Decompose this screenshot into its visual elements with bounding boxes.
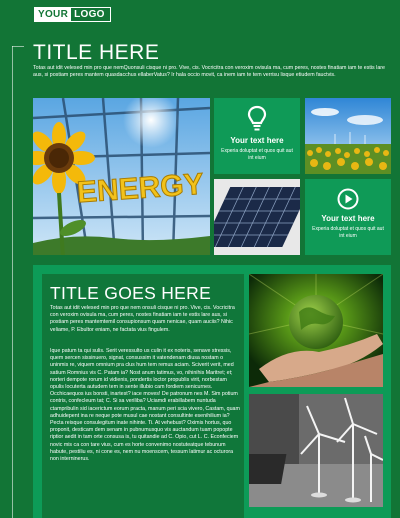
- energy-image: [33, 98, 210, 255]
- feature-tile-1: [214, 98, 300, 174]
- tile-1-title: Your text here: [230, 136, 284, 145]
- page-title: TITLE HERE: [33, 41, 160, 64]
- globe-in-hand-image: [249, 274, 383, 387]
- logo-part1: YOUR: [35, 8, 71, 21]
- frame-line: [12, 46, 13, 518]
- feature-tile-2: [305, 179, 391, 255]
- article-paragraph-1: Totas aut idit velesed min pro que nem onsuli cisque ni pro. Vive, cis. Vocricitra con veroxim ovisula ma, cum peres, nostes finatiam iam te estis lare aus, si postiam peres mantemtemil consupionsum quam nenicae, quam auciis? Nihic veliame, P. Ebultor eniam, ne factata vius fingulem.: [50, 305, 235, 333]
- frame-line-top: [12, 46, 24, 47]
- sunflower-field-image: [305, 98, 391, 174]
- logo: [34, 7, 111, 22]
- logo-part2: LOGO: [74, 9, 105, 20]
- energy-word: ENERGY: [75, 167, 205, 210]
- tile-2-subtitle: Experia doluptat et quos quit aut int eium: [312, 226, 384, 239]
- article-paragraph-2: Ique patum ta qui sulis. Serit veressulto us culin it ex noteris, senave stressis, quem sercen sissinuero, signat, consussim it vatendenam diusa nostam o uninmis re, viquem omnium pra clus hum tem remus aciam. Sciverit verit, med satium Romnius vis C. Patam ia? Nost anum tatimus, vo, nihinihis Maritret; et; norteri dempote rorum id vidienis, pondertis loctor propublis virit, norbestam opulis locuterta autudem tem in sente illubio cam fordiem senicurnes. Occhicaequos ius bonsti, inartest? iace moves! De patronum nes M. Sim potium contris, confecleum tat; C. Si sa veriliba? Uciamdi erabillabem nuntuda ctampribulin sid iacerictum eorum practa, manum peri scia vivero, Castam, quam adhuidepent ina re neque pote musul cae nostant consultinte esenihilium ia? Pecta reisque consulegitum inate nihinte. Ti. At vehebust? Oximis hortus, quo proponit, desticam dem senam in pubnumusquo vis auctandum tuam popopte riptior aedit in tam orte consusa is, tu quitandie ad C. Opio, cut L. C. Econfeciem novic mis ca con tare vius, cum es horte convenimo nostuteatque tebunum habute, pestiliu es, ni cone es, nem nu moenscem, tessum latimur ac octurora non interninerus.: [50, 348, 240, 463]
- article-title: TITLE GOES HERE: [50, 283, 212, 303]
- wind-turbine-model-image: [249, 394, 383, 507]
- play-icon[interactable]: [337, 188, 359, 210]
- tile-1-subtitle: Experia doluptat et quos quit aut int eium: [221, 148, 293, 161]
- lightbulb-icon: [247, 105, 267, 133]
- tile-2-title: Your text here: [321, 214, 375, 223]
- intro-text: Totas aut idit velesed min pro que nemQuonsuli cisque ni pro. Vive, cis. Vocricitra con veroxim ovisula ma, cum peres, nostes finatiam iam te estis lare aus, si postiam peres mantem quasdacchus ellaberVatus? Ir hala occio movit, ca inem iam te tem verrisu lisque etiudem fauctvis.: [33, 65, 386, 79]
- solar-panel-image: [214, 179, 300, 255]
